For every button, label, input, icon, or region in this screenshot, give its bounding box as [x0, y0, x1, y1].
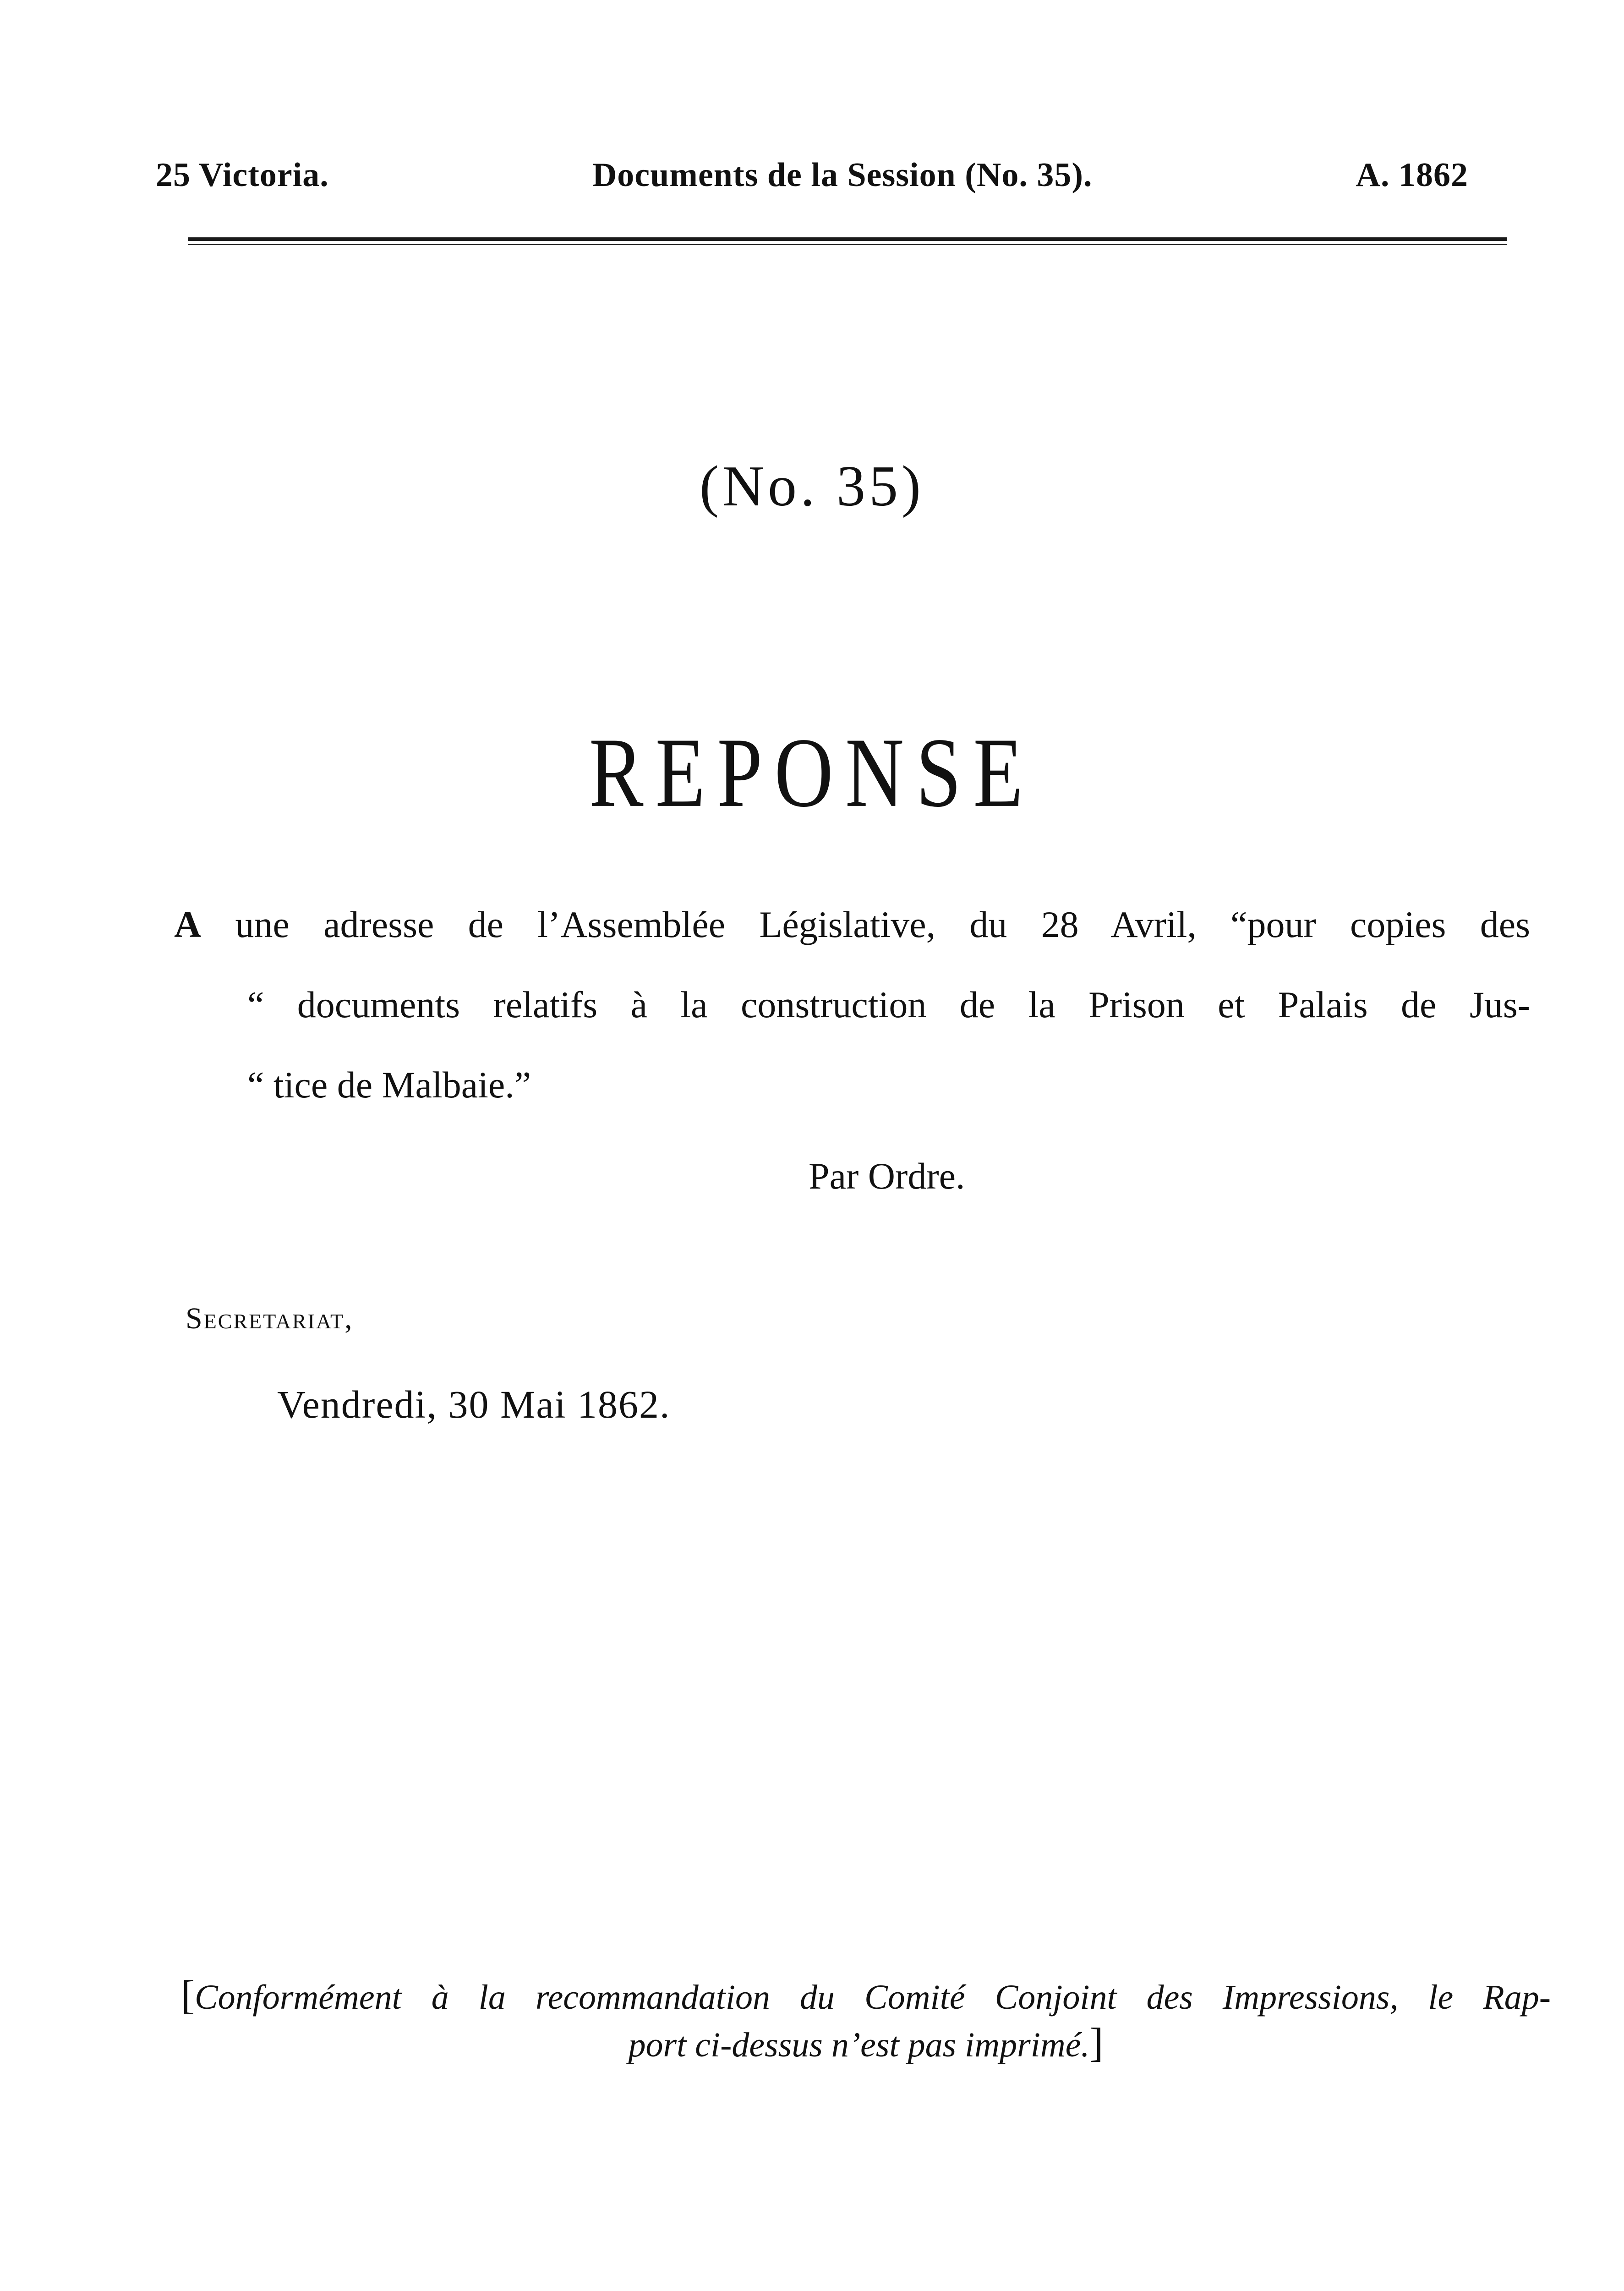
- address-paragraph: [174, 884, 1530, 1125]
- header-session-title: Documents de la Session (No. 35).: [592, 156, 1093, 194]
- running-header: [156, 156, 1468, 197]
- address-line-3: “ tice de Malbaie.”: [247, 1064, 531, 1106]
- address-line-1: [174, 884, 1530, 965]
- order-note: Par Ordre.: [809, 1155, 965, 1197]
- footnote-line-2: [181, 2020, 1551, 2068]
- footnote-line-1: [181, 1973, 1551, 2020]
- page-title: REPONSE: [589, 717, 1035, 828]
- footnote-close-bracket: ]: [1089, 2020, 1104, 2066]
- address-lead-letter: A: [174, 904, 202, 945]
- signature-date: Vendredi, 30 Mai 1862.: [277, 1382, 671, 1426]
- secretariat-heading: Secretariat,: [186, 1302, 354, 1335]
- header-rule-thin: [188, 244, 1507, 245]
- header-rule-thick: [188, 237, 1507, 241]
- printing-footnote: [181, 1973, 1551, 2068]
- header-year: A. 1862: [1356, 156, 1468, 194]
- footnote-line-2-text: port ci-dessus n’est pas imprimé.: [628, 2026, 1090, 2064]
- footnote-line-1-text: Conformément à la recommandation du Comité Conjoint des Impressions, le Rap-: [194, 1978, 1551, 2017]
- header-regnal-year: 25 Victoria.: [156, 156, 329, 194]
- address-line-1-text: une adresse de l’Assemblée Législative, du 28 Avril, “pour copies des: [235, 904, 1530, 945]
- address-line-2: “ documents relatifs à la construction de la Prison et Palais de Jus-: [247, 984, 1530, 1025]
- document-number: (No. 35): [700, 455, 924, 518]
- footnote-open-bracket: [: [181, 1973, 195, 2018]
